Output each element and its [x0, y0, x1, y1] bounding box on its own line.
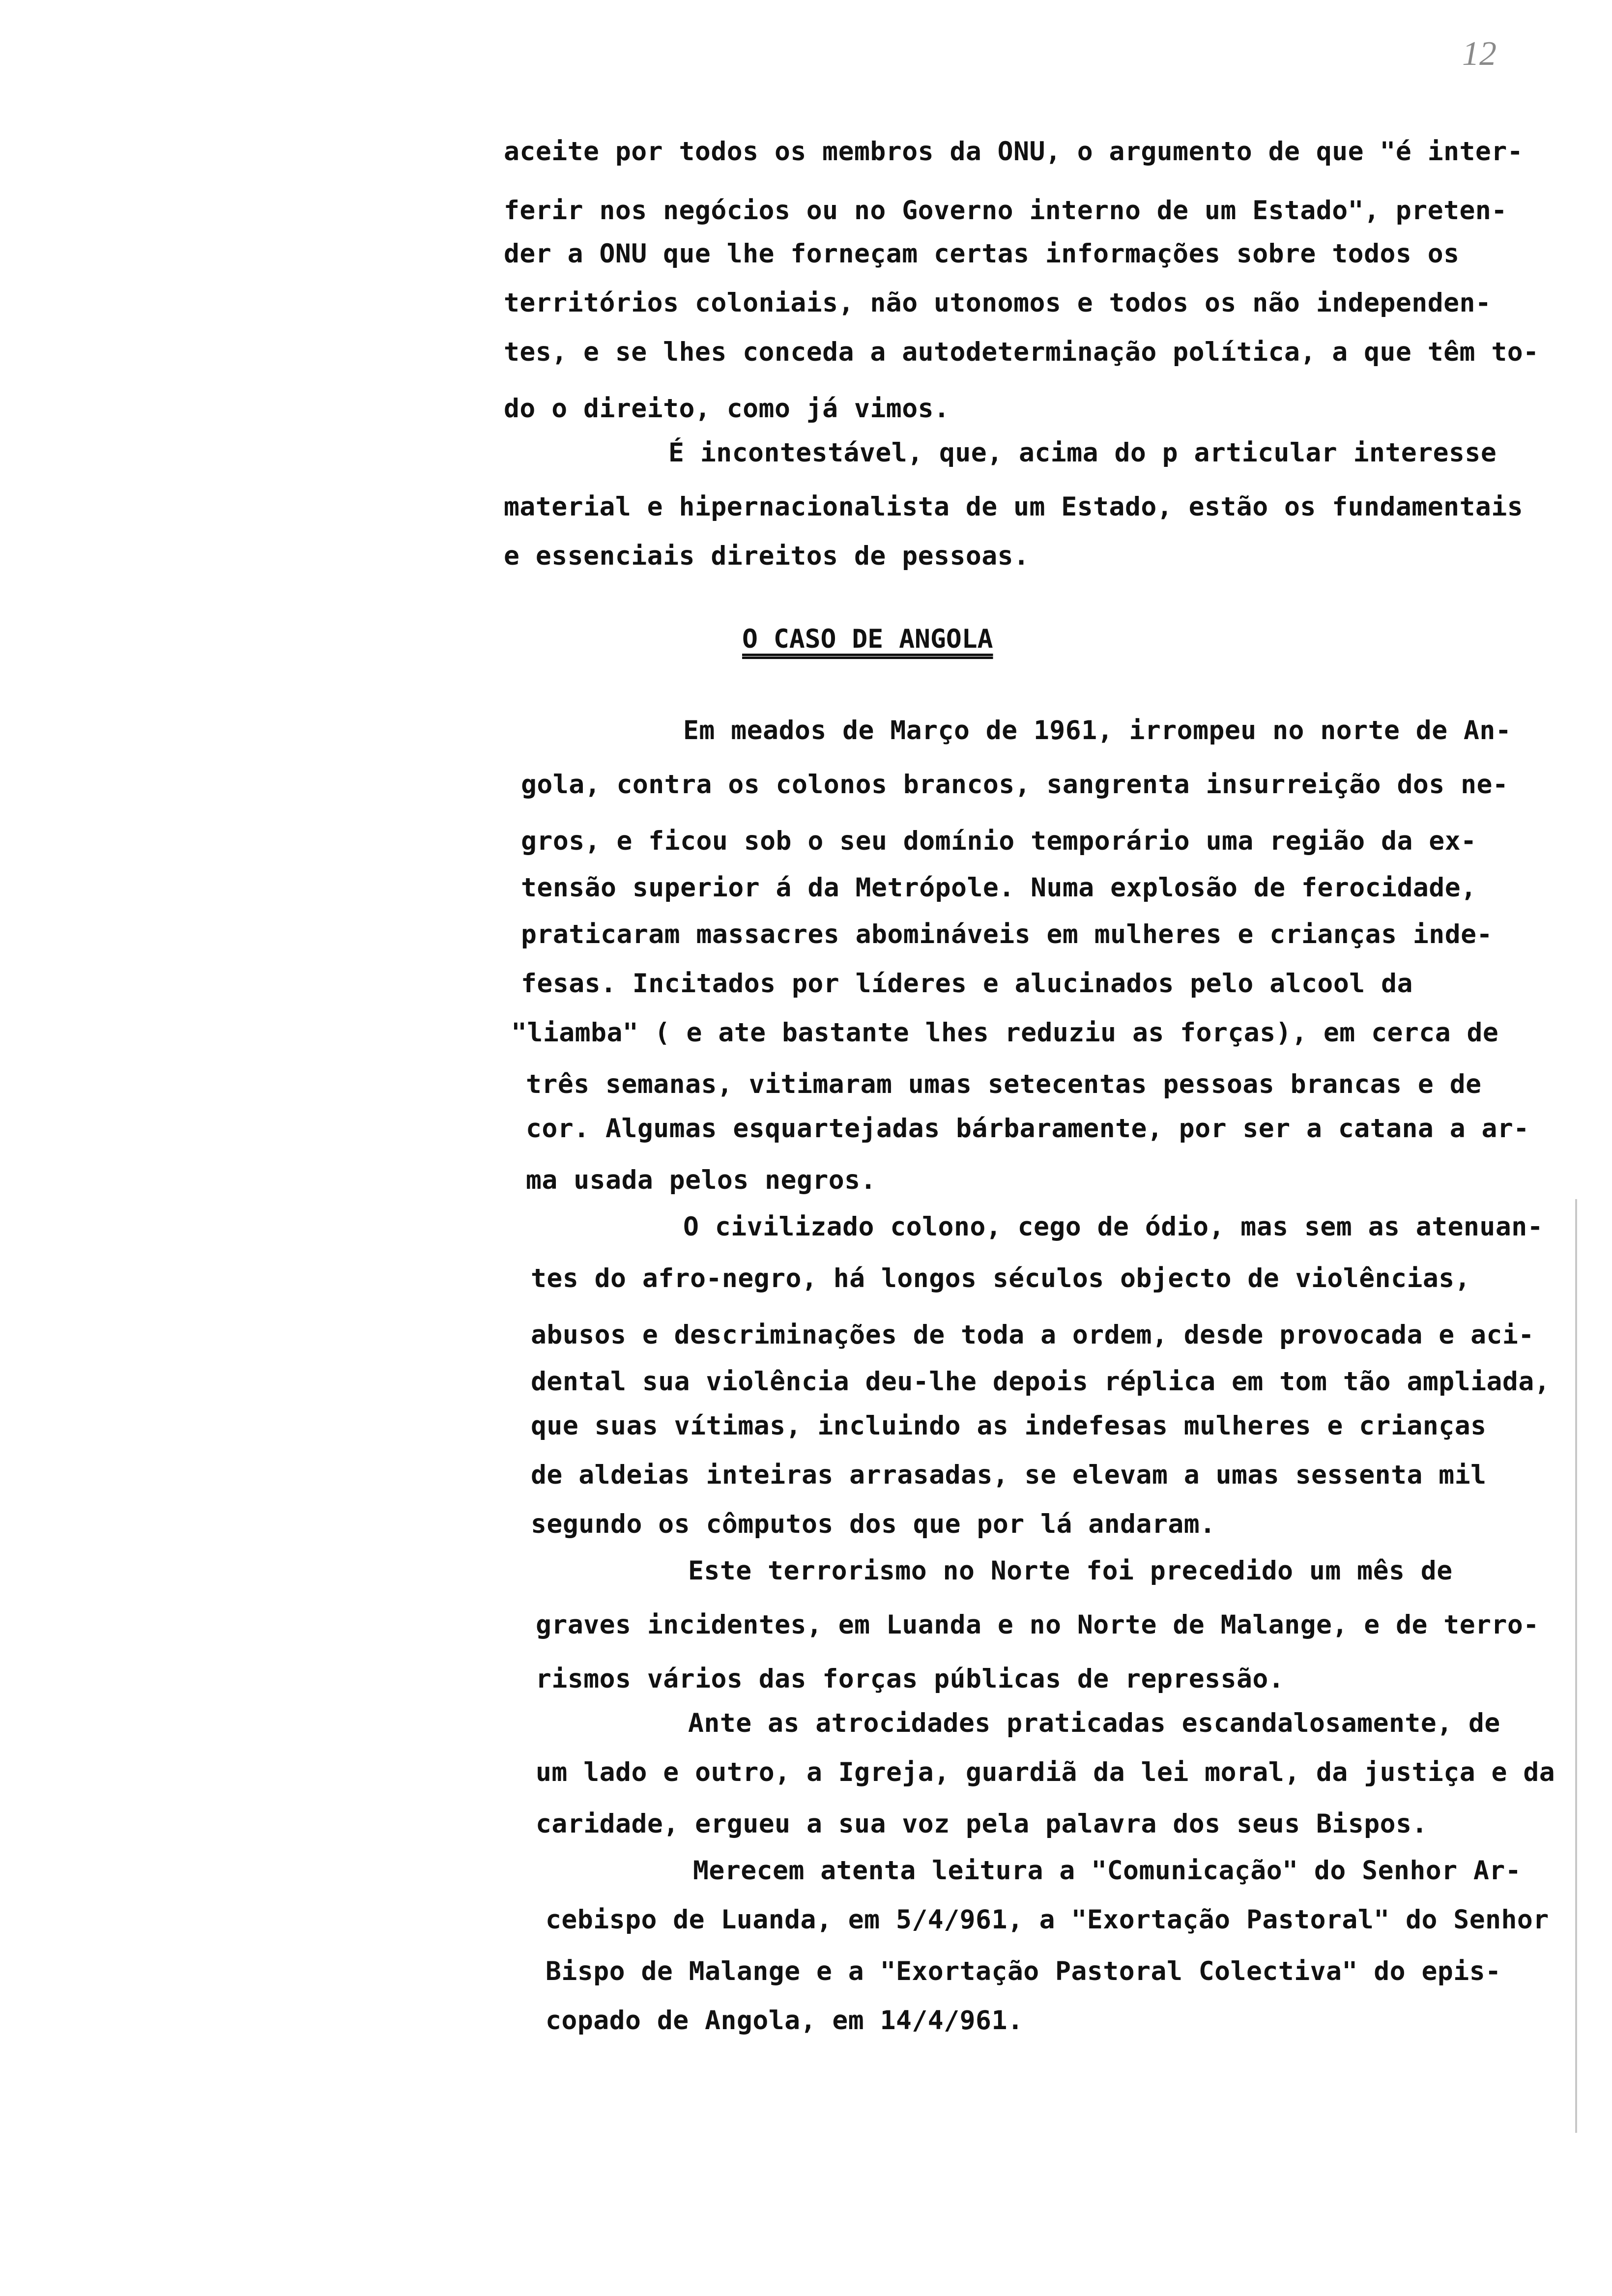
- text-line: Este terrorismo no Norte foi precedido um mês de: [688, 1556, 1453, 1586]
- text-line: dental sua violência deu-lhe depois réplica em tom tão ampliada,: [531, 1367, 1551, 1397]
- text-line: abusos e descriminações de toda a ordem, desde provocada e aci-: [531, 1320, 1534, 1350]
- text-line: Merecem atenta leitura a "Comunicação" do Senhor Ar-: [693, 1856, 1522, 1886]
- text-line: graves incidentes, em Luanda e no Norte de Malange, e de terro-: [536, 1610, 1539, 1640]
- text-line: Bispo de Malange e a "Exortação Pastoral Colectiva" do epis-: [546, 1956, 1501, 1986]
- text-line: segundo os cômputos dos que por lá andaram.: [531, 1509, 1216, 1539]
- text-line: que suas vítimas, incluindo as indefesas mulheres e crianças: [531, 1411, 1487, 1441]
- text-line: "liamba" ( e ate bastante lhes reduziu as forças), em cerca de: [511, 1018, 1499, 1048]
- text-line: territórios coloniais, não utonomos e todos os não independen-: [504, 288, 1492, 318]
- text-line: material e hipernacionalista de um Estado, estão os fundamentais: [504, 492, 1524, 522]
- text-line: Ante as atrocidades praticadas escandalosamente, de: [688, 1708, 1500, 1738]
- text-line: gola, contra os colonos brancos, sangrenta insurreição dos ne-: [521, 770, 1509, 800]
- text-line: e essenciais direitos de pessoas.: [504, 541, 1030, 571]
- text-line: do o direito, como já vimos.: [504, 394, 950, 424]
- text-line: aceite por todos os membros da ONU, o argumento de que "é inter-: [504, 137, 1524, 167]
- text-line: Em meados de Março de 1961, irrompeu no norte de An-: [683, 716, 1512, 746]
- text-line: três semanas, vitimaram umas setecentas pessoas brancas e de: [526, 1069, 1482, 1099]
- text-line: um lado e outro, a Igreja, guardiã da lei moral, da justiça e da: [536, 1757, 1555, 1787]
- text-line: copado de Angola, em 14/4/961.: [546, 2006, 1024, 2036]
- section-heading: O CASO DE ANGOLA: [742, 624, 993, 654]
- text-line: ma usada pelos negros.: [526, 1165, 876, 1195]
- text-line: caridade, ergueu a sua voz pela palavra dos seus Bispos.: [536, 1809, 1428, 1839]
- text-line: der a ONU que lhe forneçam certas informações sobre todos os: [504, 239, 1460, 269]
- text-line: gros, e ficou sob o seu domínio temporário uma região da ex-: [521, 826, 1477, 856]
- text-line: O civilizado colono, cego de ódio, mas sem as atenuan-: [683, 1212, 1544, 1242]
- page-number: 12: [1462, 35, 1497, 73]
- text-line: ferir nos negócios ou no Governo interno de um Estado", preten-: [504, 196, 1507, 226]
- text-line: de aldeias inteiras arrasadas, se elevam a umas sessenta mil: [531, 1460, 1487, 1490]
- text-line: fesas. Incitados por líderes e alucinados pelo alcool da: [521, 969, 1413, 999]
- text-line: rismos vários das forças públicas de repressão.: [536, 1664, 1285, 1694]
- text-line: tes, e se lhes conceda a autodeterminação política, a que têm to-: [504, 337, 1539, 367]
- text-line: tes do afro-negro, há longos séculos objecto de violências,: [531, 1263, 1471, 1293]
- text-line: É incontestável, que, acima do p articular interesse: [668, 438, 1497, 468]
- text-line: cor. Algumas esquartejadas bárbaramente, por ser a catana a ar-: [526, 1114, 1529, 1144]
- text-line: tensão superior á da Metrópole. Numa explosão de ferocidade,: [521, 873, 1477, 903]
- text-line: praticaram massacres abomináveis em mulheres e crianças inde-: [521, 919, 1493, 949]
- text-line: cebispo de Luanda, em 5/4/961, a "Exortação Pastoral" do Senhor: [546, 1905, 1549, 1935]
- page-edge-rule: [1575, 1199, 1577, 2133]
